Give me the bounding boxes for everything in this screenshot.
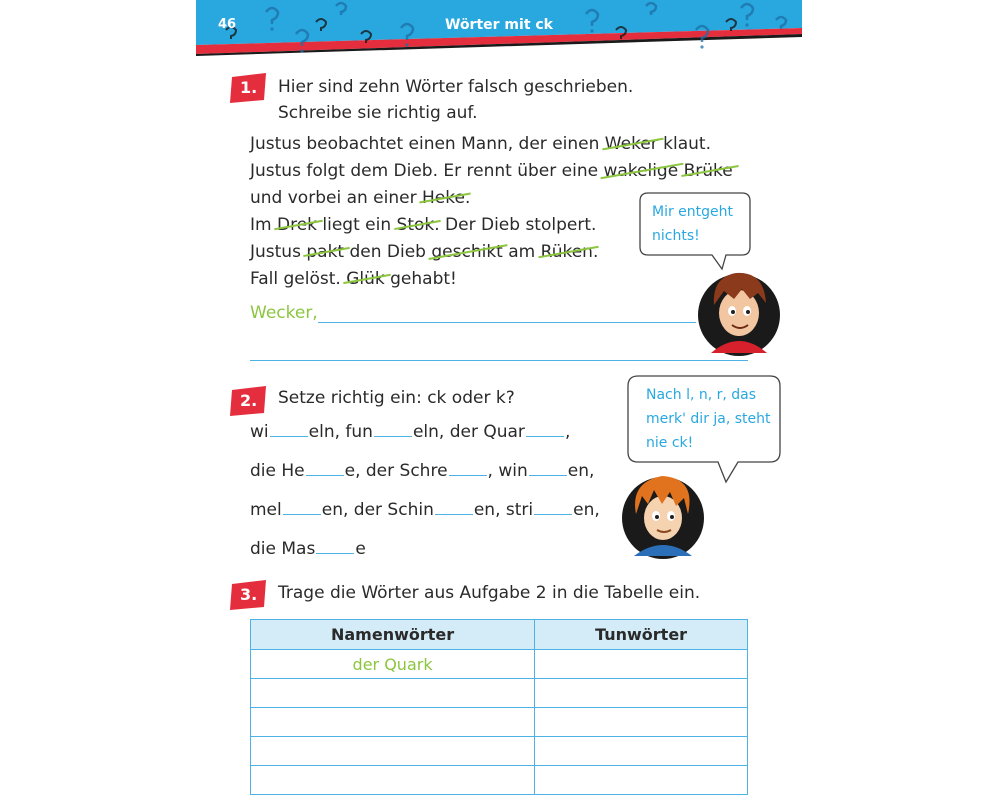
table-row <box>251 766 748 795</box>
bubble-text: Mir entgeht nichts! <box>652 204 734 244</box>
blank-field[interactable] <box>270 420 308 437</box>
story-text-segment: gehabt! <box>384 269 457 289</box>
story-text-segment: . <box>592 242 599 262</box>
word-table <box>250 619 748 795</box>
misspelled-word: wakelige <box>603 161 679 181</box>
boy-avatar-bob <box>620 468 706 564</box>
page-title: Wörter mit ck <box>445 17 553 33</box>
word-fragment: die He <box>250 461 305 481</box>
misspelled-word: Rüken <box>540 242 593 262</box>
story-line <box>250 161 733 181</box>
story-text-segment: am <box>502 242 541 262</box>
misspelled-word: Drek <box>276 215 317 235</box>
example-answer: Wecker, <box>250 303 318 323</box>
noun-cell[interactable] <box>251 766 535 795</box>
story-text-segment: Justus folgt dem Dieb. Er rennt über eine <box>250 161 604 181</box>
misspelled-word: Heke <box>421 188 465 208</box>
story-text-segment: den Dieb <box>344 242 432 262</box>
blank-field[interactable] <box>435 498 473 515</box>
story-text-segment: . Der Dieb stolpert. <box>434 215 597 235</box>
word-fragment: en, <box>573 500 600 520</box>
fill-in-row <box>250 498 600 520</box>
task-number: 1. <box>240 78 258 97</box>
story-text-segment: klaut. <box>657 134 711 154</box>
story-line <box>250 134 711 154</box>
column-header-nouns: Namenwörter <box>251 620 535 650</box>
story-line <box>250 215 596 235</box>
misspelled-word: pakt <box>306 242 345 262</box>
column-header-verbs: Tunwörter <box>535 620 748 650</box>
word-fragment: eln, fun <box>308 422 373 442</box>
story-text-segment: . <box>464 188 471 208</box>
word-fragment: , win <box>487 461 528 481</box>
boy-avatar-justus <box>696 265 782 361</box>
misspelled-word: geschikt <box>431 242 503 262</box>
verb-cell[interactable] <box>535 766 748 795</box>
task-badge-2 <box>230 386 268 416</box>
word-fragment: mel <box>250 500 282 520</box>
task-number: 2. <box>240 391 258 410</box>
story-text-segment: und vorbei an einer <box>250 188 422 208</box>
story-line <box>250 188 470 208</box>
misspelled-word: Stok <box>396 215 435 235</box>
table-row <box>251 737 748 766</box>
task-badge-3 <box>230 580 268 610</box>
story-text-segment: liegt ein <box>317 215 397 235</box>
task1-instruction-line2: Schreibe sie richtig auf. <box>278 103 478 123</box>
misspelled-word: Brüke <box>683 161 733 181</box>
blank-field[interactable] <box>283 498 321 515</box>
blank-field[interactable] <box>534 498 572 515</box>
task-badge-1 <box>230 73 268 103</box>
table-row <box>251 650 748 679</box>
word-fragment: en, <box>567 461 595 481</box>
word-fragment: en, der Schin <box>321 500 434 520</box>
word-fragment: e, der Schre <box>344 461 448 481</box>
word-fragment: wi <box>250 422 269 442</box>
verb-cell[interactable] <box>535 708 748 737</box>
task-number: 3. <box>240 585 258 604</box>
task2-instruction: Setze richtig ein: ck oder k? <box>278 388 515 408</box>
blank-field[interactable] <box>316 537 354 554</box>
blank-field[interactable] <box>306 459 344 476</box>
blank-field[interactable] <box>374 420 412 437</box>
story-text-segment: Justus <box>250 242 307 262</box>
story-text-segment: Im <box>250 215 277 235</box>
verb-cell[interactable] <box>535 650 748 679</box>
misspelled-word: Glük <box>346 269 385 289</box>
fill-in-row <box>250 459 594 481</box>
task1-instruction-line1: Hier sind zehn Wörter falsch geschrieben. <box>278 77 634 97</box>
page-number: 46 <box>218 17 237 32</box>
bubble-text: Nach l, n, r, das merk' dir ja, steht nie ck! <box>646 387 771 451</box>
story-line <box>250 269 457 289</box>
verb-cell[interactable] <box>535 737 748 766</box>
answer-line[interactable] <box>250 360 748 361</box>
word-fragment: eln, der Quar <box>412 422 525 442</box>
verb-cell[interactable] <box>535 679 748 708</box>
workbook-page <box>196 0 802 800</box>
word-fragment: die Mas <box>250 539 316 559</box>
fill-in-row <box>250 537 366 559</box>
story-line <box>250 242 598 262</box>
misspelled-word: Weker <box>604 134 658 154</box>
story-text-segment: Fall gelöst. <box>250 269 347 289</box>
page-header <box>196 0 802 56</box>
noun-cell[interactable]: der Quark <box>251 650 535 679</box>
word-fragment: e <box>355 539 366 559</box>
word-fragment: en, stri <box>473 500 534 520</box>
word-fragment: , <box>564 422 571 442</box>
noun-cell[interactable] <box>251 708 535 737</box>
noun-cell[interactable] <box>251 679 535 708</box>
table-row <box>251 679 748 708</box>
answer-line[interactable] <box>318 322 696 323</box>
story-text-segment: Justus beobachtet einen Mann, der einen <box>250 134 605 154</box>
table-row <box>251 708 748 737</box>
blank-field[interactable] <box>526 420 564 437</box>
task3-instruction: Trage die Wörter aus Aufgabe 2 in die Tabelle ein. <box>278 583 701 603</box>
noun-cell[interactable] <box>251 737 535 766</box>
speech-bubble-1 <box>638 191 752 271</box>
fill-in-row <box>250 420 570 442</box>
blank-field[interactable] <box>449 459 487 476</box>
blank-field[interactable] <box>529 459 567 476</box>
